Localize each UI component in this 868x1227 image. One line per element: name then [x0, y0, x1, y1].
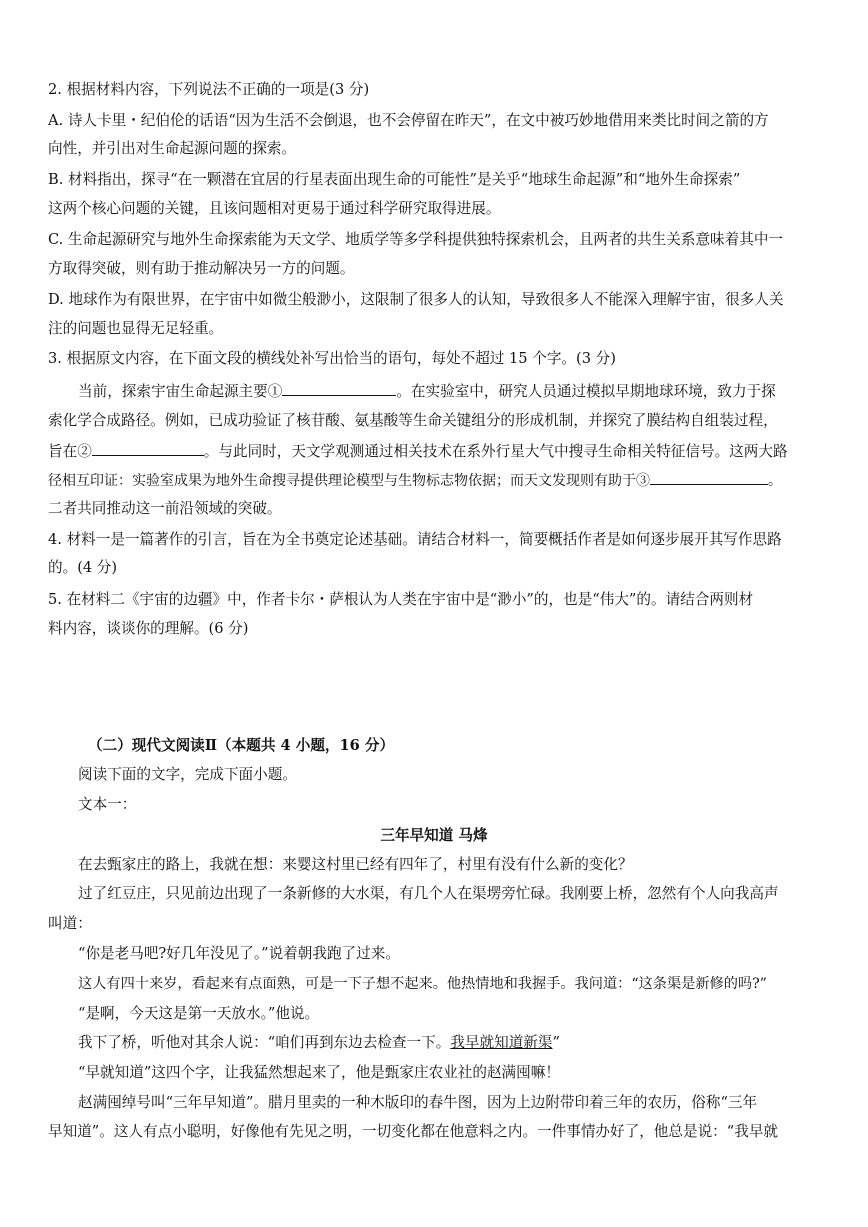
story-line: 叫道：	[48, 915, 92, 932]
q2-option-d-line1: D. 地球作为有限世界，在宇宙中如微尘般渺小，这限制了很多人的认知，导致很多人不能深入理解宇宙，很多人关	[48, 291, 784, 308]
story-line: 赵满囤绰号叫“三年早知道”。腊月里卖的一种木版印的春牛图，因为上边附带印着三年的农历，俗称“三年	[78, 1094, 758, 1111]
q3-text: 旨在②	[48, 443, 92, 460]
q2-option-a-line2: 向性，并引出对生命起源问题的探索。	[48, 140, 297, 157]
q3-paragraph-line1	[78, 381, 776, 402]
q3-paragraph-line3	[48, 441, 788, 462]
section-heading: （二）现代文阅读Ⅱ（本题共 4 小题，16 分）	[88, 737, 395, 754]
story-line: “你是老马吧?好几年没见了。”说着朝我跑了过来。	[78, 945, 400, 962]
q4-line1: 4. 材料一是一篇著作的引言，旨在为全书奠定论述基础。请结合材料一，简要概括作者是如何逐步展开其写作思路	[48, 531, 782, 548]
q2-option-c-line1: C. 生命起源研究与地外生命探索能为天文学、地质学等多学科提供独特探索机会，且两者的共生关系意味着其中一	[48, 231, 784, 248]
q3-text: 。在实验室中，研究人员通过模拟早期地球环境，致力于探	[396, 383, 776, 400]
q5-line1: 5. 在材料二《宇宙的边疆》中，作者卡尔・萨根认为人类在宇宙中是“渺小”的，也是“伟大”的。请结合两则材	[48, 591, 754, 608]
story-title: 三年早知道 马烽	[380, 827, 488, 844]
q2-option-b-line1: B. 材料指出，探寻“在一颗潜在宜居的行星表面出现生命的可能性”是关乎“地球生命起源”和“地外生命探索”	[48, 171, 741, 188]
section-instruction: 阅读下面的文字，完成下面小题。	[78, 766, 297, 783]
q4-line2: 的。(4 分)	[48, 559, 118, 576]
story-line: “早就知道”这四个字，让我猛然想起来了，他是甄家庄农业社的赵满囤嘛！	[78, 1064, 560, 1081]
underlined-phrase: 我早就知道新渠	[450, 1034, 553, 1051]
story-line	[78, 1033, 560, 1053]
q3-stem: 3. 根据原文内容，在下面文段的横线处补写出恰当的语句，每处不超过 15 个字。(3 分)	[48, 350, 616, 367]
q2-stem: 2. 根据材料内容，下列说法不正确的一项是(3 分)	[48, 81, 370, 98]
story-line: 早知道”。这人有点小聪明，好像他有先见之明，一切变化都在他意料之内。一件事情办好了，他总是说：“我早就	[48, 1123, 779, 1140]
q2-option-d-line2: 注的问题也显得无足轻重。	[48, 320, 224, 337]
q3-paragraph-line5: 二者共同推动这一前沿领域的突破。	[48, 500, 282, 517]
q3-paragraph-line4	[48, 470, 782, 491]
story-line: 这人有四十来岁，看起来有点面熟，可是一下子想不起来。他热情地和我握手。我问道：“这条渠是新修的吗?”	[78, 976, 767, 992]
story-line: 在去甄家庄的路上，我就在想：来婴这村里已经有四年了，村里有没有什么新的变化？	[78, 856, 633, 873]
q5-line2: 料内容，谈谈你的理解。(6 分)	[48, 620, 249, 637]
text-label: 文本一：	[78, 796, 137, 813]
story-text: 我下了桥，听他对其余人说：“咱们再到东边去检查一下。	[78, 1034, 451, 1051]
story-line: 过了红豆庄，只见前边出现了一条新修的大水渠，有几个人在渠塄旁忙碌。我刚要上桥，忽然有个人向我高声	[78, 885, 779, 902]
q2-option-c-line2: 方取得突破，则有助于推动解决另一方的问题。	[48, 260, 355, 277]
answer-blank-3[interactable]	[650, 470, 768, 485]
q2-option-b-line2: 这两个核心问题的关键，且该问题相对更易于通过科学研究取得进展。	[48, 200, 501, 217]
answer-blank-2[interactable]	[92, 441, 204, 456]
q3-text: 径相互印证：实验室成果为地外生命搜寻提供理论模型与生物标志物依据；而天文发现则有助于③	[48, 473, 650, 489]
q3-text: 当前，探索宇宙生命起源主要①	[78, 383, 283, 400]
story-line: “是啊，今天这是第一天放水。”他说。	[78, 1005, 320, 1022]
answer-blank-1[interactable]	[282, 381, 396, 396]
q3-paragraph-line2: 索化学合成路径。例如，已成功验证了核苷酸、氨基酸等生命关键组分的形成机制，并探究了膜结构自组装过程，	[48, 412, 778, 429]
q3-text: 。与此同时，天文学观测通过相关技术在系外行星大气中搜寻生命相关特征信号。这两大路	[203, 443, 788, 460]
story-text: ”	[552, 1034, 560, 1051]
q3-text: 。	[768, 473, 782, 489]
q2-option-a-line1: A. 诗人卡里・纪伯伦的话语“因为生活不会倒退，也不会停留在昨天”，在文中被巧妙地借用来类比时间之箭的方	[48, 112, 769, 129]
